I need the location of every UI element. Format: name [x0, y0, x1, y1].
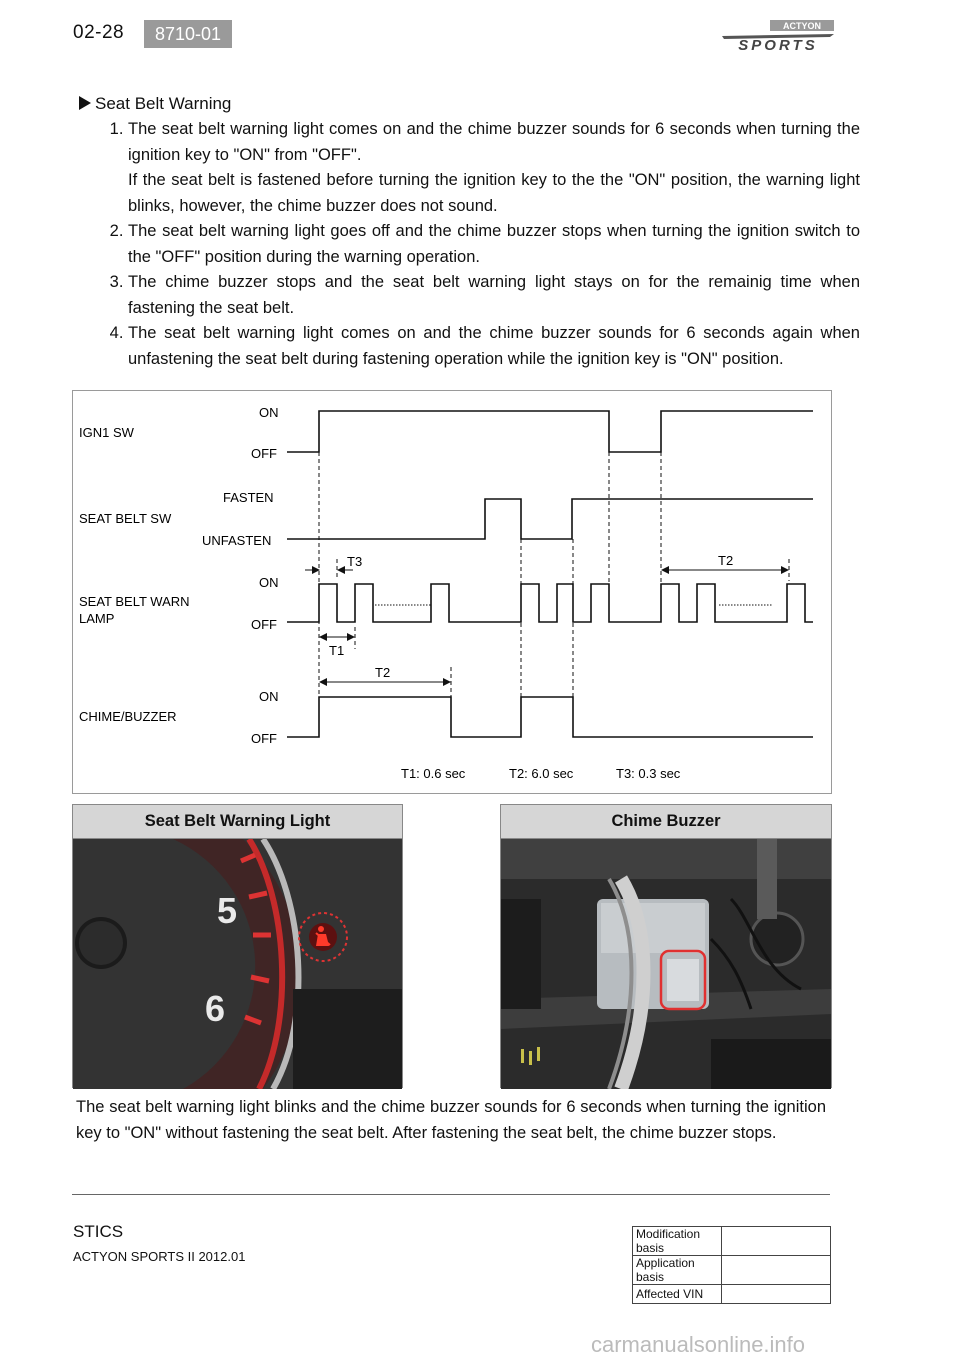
- table-row: [633, 1285, 831, 1304]
- legend-t3: T3: 0.3 sec: [616, 766, 681, 781]
- signal-name-chime: CHIME/BUZZER: [79, 709, 177, 724]
- footer-divider: [72, 1194, 830, 1195]
- table-cell-label: Modification basis: [633, 1227, 722, 1256]
- chime-buzzer-photo: [501, 839, 831, 1089]
- gauge-number-6: 6: [205, 988, 226, 1029]
- ign1-on-label: ON: [259, 405, 279, 420]
- play-arrow-icon: [79, 96, 91, 110]
- brand-logo: [718, 14, 838, 54]
- table-cell-value: [722, 1285, 831, 1304]
- signal-name-lamp: SEAT BELT WARN: [79, 594, 190, 609]
- table-row: [633, 1227, 831, 1256]
- seatbelt-warning-icon: [309, 923, 337, 951]
- lamp-waveform: [287, 584, 813, 622]
- gauge-number-5: 5: [217, 890, 238, 931]
- chime-buzzer-panel: [500, 804, 832, 1088]
- table-cell-value: [722, 1256, 831, 1285]
- chime-waveform: [287, 697, 813, 737]
- table-cell-label: Affected VIN: [633, 1285, 722, 1304]
- list-item: 3. The chime buzzer stops and the seat belt warning light stays on for the remainig time when fastening the seat belt.: [128, 270, 860, 321]
- seatbelt-waveform: [287, 499, 813, 539]
- list-item: 1. The seat belt warning light comes on and the chime buzzer sounds for 6 seconds when turning the ignition key to "ON" from "OFF". If the seat belt is fastened before turning the ignition key to the the "ON" position, the warning light blinks, however, the chime buzzer does not sound.: [128, 117, 860, 219]
- warning-light-panel: [72, 804, 403, 1088]
- table-row: [633, 1256, 831, 1285]
- watermark: carmanualsonline.info: [591, 1332, 806, 1357]
- footer-model: ACTYON SPORTS II 2012.01: [73, 1249, 246, 1264]
- signal-name-ign1: IGN1 SW: [79, 425, 134, 440]
- table-cell-value: [722, 1227, 831, 1256]
- footer-section-title: STICS: [73, 1222, 124, 1241]
- legend-t1: T1: 0.6 sec: [401, 766, 466, 781]
- panel-title: Seat Belt Warning Light: [73, 805, 402, 839]
- lamp-on-label: ON: [259, 575, 279, 590]
- seatbelt-unfasten-label: UNFASTEN: [202, 533, 272, 548]
- summary-paragraph: The seat belt warning light blinks and the chime buzzer sounds for 6 seconds when turning the ignition key to "ON" without fastening the seat belt. After fastening the seat belt, the chime buzzer stops.: [76, 1098, 826, 1142]
- t2-marker-lamp: T2: [718, 553, 734, 568]
- modification-table: [632, 1226, 831, 1304]
- signal-name-lamp-line2: LAMP: [79, 611, 115, 626]
- t3-marker: T3: [347, 554, 363, 569]
- list-item: 4. The seat belt warning light comes on and the chime buzzer sounds for 6 seconds again when unfastening the seat belt during fastening operation while the ignition key is "ON" position.: [128, 321, 860, 372]
- steps-list: [98, 117, 860, 372]
- t1-marker: T1: [329, 643, 345, 658]
- warning-light-photo: [73, 839, 402, 1089]
- list-item: 2. The seat belt warning light goes off and the chime buzzer stops when turning the ignition switch to the "OFF" position during the warning operation.: [128, 219, 860, 270]
- page-number: 02-28: [73, 22, 125, 43]
- lamp-off-label: OFF: [251, 617, 277, 632]
- table-cell-label: Application basis: [633, 1256, 722, 1285]
- section-code-badge: 8710-01: [144, 20, 232, 48]
- chime-off-label: OFF: [251, 731, 277, 746]
- svg-text:SPORTS: SPORTS: [738, 37, 818, 54]
- legend-t2: T2: 6.0 sec: [509, 766, 574, 781]
- t2-marker-chime: T2: [375, 665, 391, 680]
- ign1-waveform: [287, 411, 813, 452]
- signal-name-seatbelt: SEAT BELT SW: [79, 511, 172, 526]
- seatbelt-fasten-label: FASTEN: [223, 490, 274, 505]
- timing-diagram: [72, 390, 832, 794]
- svg-text:ACTYON: ACTYON: [783, 21, 821, 31]
- section-title: Seat Belt Warning: [79, 94, 231, 114]
- chime-on-label: ON: [259, 689, 279, 704]
- panel-title: Chime Buzzer: [501, 805, 831, 839]
- ign1-off-label: OFF: [251, 446, 277, 461]
